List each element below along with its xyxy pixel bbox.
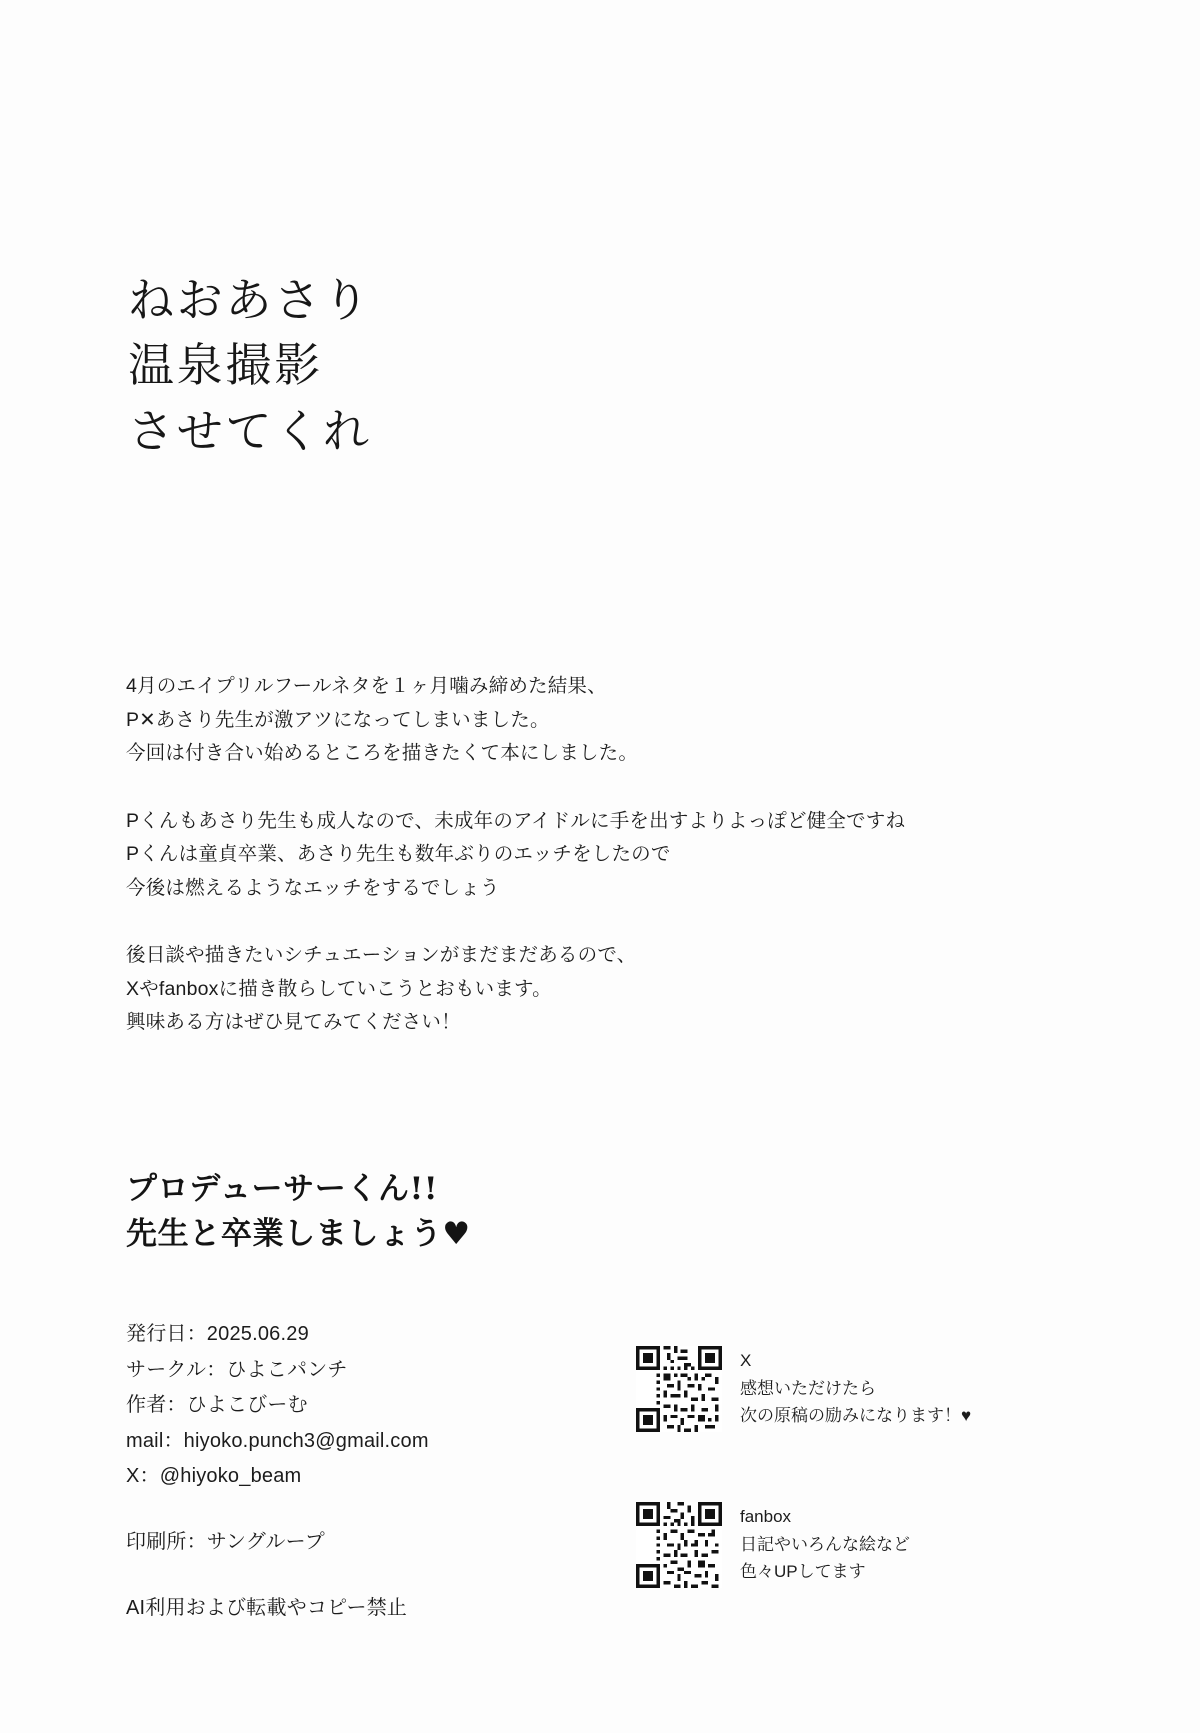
qr-x-title: X [740,1351,752,1370]
title-line-2: 温泉撮影 [128,338,324,393]
qr-fanbox-line-2: 色々UPしてます [740,1561,866,1581]
qr-block-fanbox[interactable] [636,1502,910,1588]
title-line-1: ねおあさり [128,273,372,327]
afterword-line: Pくんは童貞卒業、あさり先生も数年ぶりのエッチをしたので [126,843,671,866]
colophon-circle: サークル：ひよこパンチ [126,1358,348,1381]
afterword-line: P✕あさり先生が激アツになってしまいました。 [126,708,550,731]
afterword-line: 後日談や描きたいシチュエーションがまだまだあるので、 [126,944,637,967]
colophon [126,1317,429,1626]
colophon-publish-date: 発行日：2025.06.29 [126,1323,309,1345]
colophon-printer: 印刷所：サングループ [126,1530,325,1553]
colophon-mail: mail：hiyoko.punch3@gmail.com [126,1429,429,1452]
qr-code-x-icon[interactable] [636,1346,722,1432]
afterword-line: 興味ある方はぜひ見てみてください！ [126,1011,461,1034]
qr-block-x[interactable] [636,1346,971,1432]
work-subtitle [126,1167,471,1257]
colophon-group-publication [126,1317,429,1495]
afterword-line: Pくんもあさり先生も成人なので、未成年のアイドルに手を出すよりよっぽど健全ですね [126,809,906,832]
title-line-3: させてくれ [128,403,372,458]
qr-caption-x [740,1346,971,1429]
qr-fanbox-title: fanbox [740,1507,792,1526]
afterword-paragraph [126,670,1086,771]
colophon-x-handle: X：@hiyoko_beam [126,1465,302,1488]
qr-x-line-2: 次の原稿の励みになります！♥ [740,1405,972,1425]
subtitle-line-1: プロデューサーくん!! [126,1171,439,1207]
afterword-line: 今後は燃えるようなエッチをするでしょう [126,876,500,899]
colophon-author: 作者：ひよこびーむ [126,1394,308,1417]
colophon-group-notice [126,1591,429,1627]
afterword-text [126,670,1086,1040]
qr-fanbox-line-1: 日記やいろんな絵など [740,1535,910,1555]
afterword-paragraph [126,805,1086,906]
colophon-group-printer [126,1525,429,1561]
subtitle-line-2: 先生と卒業しましょう♥ [126,1215,471,1252]
qr-x-line-1: 感想いただけたら [740,1379,876,1399]
afterword-line: 今回は付き合い始めるところを描きたくて本にしました。 [126,742,639,765]
afterword-line: 4月のエイプリルフールネタを１ヶ月噛み締めた結果、 [126,675,607,697]
page-title [128,268,372,464]
afterword-paragraph [126,939,1086,1040]
qr-code-fanbox-icon[interactable] [636,1502,722,1588]
colophon-usage-notice: AI利用および転載やコピー禁止 [126,1596,408,1619]
qr-caption-fanbox [740,1502,910,1585]
afterword-line: Xやfanboxに描き散らしていこうとおもいます。 [126,977,552,1000]
